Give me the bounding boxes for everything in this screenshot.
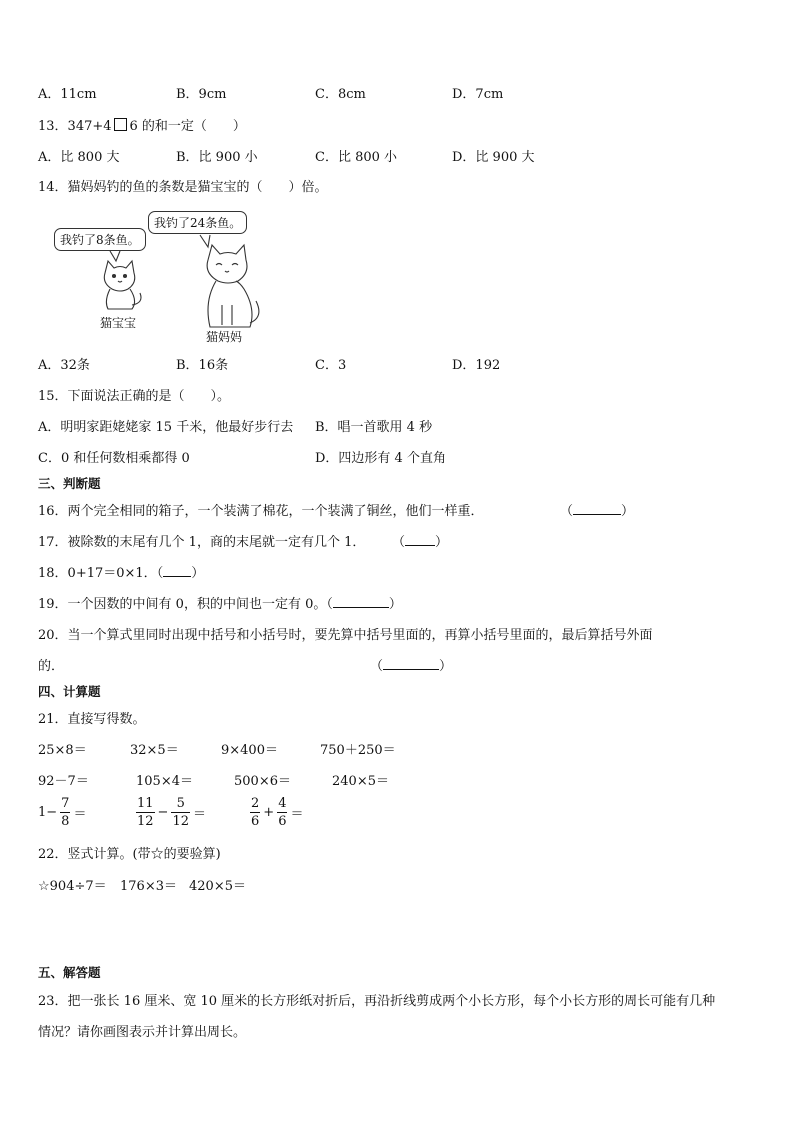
q22-item-1: ☆904÷7＝	[38, 879, 107, 894]
blank-line	[405, 534, 435, 546]
q21-r1-c3: 9×400＝	[221, 743, 278, 758]
equals-sign: ＝	[73, 807, 87, 822]
fraction	[277, 797, 287, 828]
q21-stem: 21．直接写得数。	[38, 712, 146, 727]
q20-answer-blank[interactable]	[370, 655, 452, 674]
numerator: 5	[171, 797, 190, 813]
q15-option-a: A．明明家距姥姥家 15 千米，他最好步行去	[38, 420, 294, 435]
cats-illustration	[50, 205, 260, 345]
q20-line1: 20．当一个算式里同时出现中括号和小括号时，要先算中括号里面的，再算小括号里面的，最后算括号外面	[38, 628, 653, 643]
paren-open: （	[156, 566, 164, 581]
q14-figure	[50, 205, 260, 345]
equals-sign: ＝	[193, 807, 207, 822]
minus-sign: −	[157, 805, 169, 820]
denominator: 8	[61, 814, 70, 829]
numerator: 7	[61, 796, 70, 811]
mother-speech-bubble: 我钓了24条鱼。	[148, 211, 247, 234]
paren-close: ）	[439, 659, 453, 674]
denominator: 6	[278, 814, 287, 829]
fraction	[136, 797, 155, 828]
section-title-judgment: 三、判断题	[38, 476, 101, 491]
denominator: 6	[251, 814, 260, 829]
fraction	[250, 797, 260, 828]
section-title-calculation: 四、计算题	[38, 684, 101, 699]
plus-sign: +	[263, 805, 275, 820]
fraction	[60, 797, 70, 828]
q12-option-a: A．11cm	[38, 87, 97, 102]
q14-option-d: D．192	[452, 358, 501, 373]
fraction	[171, 797, 190, 828]
q17-answer-blank[interactable]	[392, 531, 448, 550]
blank-line	[163, 565, 191, 577]
q23-line2: 情况？请你画图表示并计算出周长。	[38, 1025, 247, 1040]
q21-r1-c2: 32×5＝	[130, 743, 179, 758]
numerator: 4	[278, 796, 287, 811]
q22-item-3: 420×5＝	[189, 879, 246, 894]
blank-line	[573, 503, 621, 515]
paren-close: ）	[435, 535, 449, 550]
q16-answer-blank[interactable]	[560, 500, 634, 519]
q13-stem	[38, 115, 246, 134]
q21-r1-c1: 25×8＝	[38, 743, 87, 758]
q13-stem-after: 6 的和一定（ ）	[129, 119, 246, 134]
q14-option-a: A．32条	[38, 358, 90, 373]
blank-line	[383, 658, 439, 670]
q19-row	[38, 593, 402, 612]
q21-r2-c3: 500×6＝	[234, 774, 291, 789]
q21-frac-expr-3	[250, 797, 303, 828]
q14-option-c: C．3	[315, 358, 347, 373]
blank-line	[333, 596, 389, 608]
q20-line2: 的．	[38, 659, 65, 674]
mother-cat-label: 猫妈妈	[206, 330, 243, 344]
numerator: 11	[137, 796, 154, 811]
q12-option-d: D．7cm	[452, 87, 504, 102]
q15-option-b: B．唱一首歌用 4 秒	[315, 420, 433, 435]
paren-open: （	[326, 597, 333, 612]
q13-option-c: C．比 800 小	[315, 150, 398, 165]
q15-option-d: D．四边形有 4 个直角	[315, 451, 446, 466]
q22-stem: 22．竖式计算。(带☆的要验算)	[38, 847, 221, 862]
denominator: 12	[172, 814, 189, 829]
mother-cat-icon	[207, 245, 259, 327]
blank-box-icon	[114, 118, 127, 131]
q12-option-c: C．8cm	[315, 87, 366, 102]
q18-row	[38, 562, 204, 581]
q18-answer-blank[interactable]	[157, 566, 205, 581]
equals-sign: ＝	[290, 807, 304, 822]
frac-lead: 1−	[38, 805, 58, 820]
paren-open: （	[392, 535, 406, 550]
q15-option-c: C．0 和任何数相乘都得 0	[38, 451, 190, 466]
q21-frac-expr-2	[136, 797, 206, 828]
kitten-speech-bubble: 我钓了8条鱼。	[54, 228, 146, 251]
q21-r2-c2: 105×4＝	[136, 774, 193, 789]
q22-item-2: 176×3＝	[120, 879, 177, 894]
kitten-label: 猫宝宝	[100, 316, 137, 330]
q14-option-b: B．16条	[176, 358, 229, 373]
section-title-solution: 五、解答题	[38, 965, 101, 980]
q19-text: 19．一个因数的中间有 0，积的中间也一定有 0。	[38, 597, 327, 612]
paren-close: ）	[191, 566, 205, 581]
q13-option-a: A．比 800 大	[38, 150, 120, 165]
kitten-icon	[104, 261, 141, 309]
q21-r1-c4: 750＋250＝	[320, 743, 396, 758]
q14-stem: 14．猫妈妈钓的鱼的条数是猫宝宝的（ ）倍。	[38, 180, 328, 195]
q21-r2-c4: 240×5＝	[332, 774, 389, 789]
q21-r2-c1: 92－7＝	[38, 774, 89, 789]
q13-option-b: B．比 900 小	[176, 150, 258, 165]
q13-option-d: D．比 900 大	[452, 150, 535, 165]
q23-line1: 23．把一张长 16 厘米、宽 10 厘米的长方形纸对折后，再沿折线剪成两个小长方形，每个小长方形的周长可能有几种	[38, 994, 716, 1009]
q18-text: 18．0+17＝0×1．	[38, 566, 157, 581]
q16-text: 16．两个完全相同的箱子，一个装满了棉花，一个装满了铜丝，他们一样重．	[38, 504, 484, 519]
q12-option-b: B．9cm	[176, 87, 227, 102]
q19-answer-blank[interactable]	[326, 597, 402, 612]
q17-text: 17．被除数的末尾有几个 1，商的末尾就一定有几个 1．	[38, 535, 366, 550]
denominator: 12	[137, 814, 154, 829]
paren-close: ）	[388, 597, 402, 612]
q13-stem-text: 13．347+4	[38, 119, 112, 134]
paren-open: （	[560, 504, 574, 519]
q21-frac-expr-1	[38, 797, 86, 828]
paren-close: ）	[621, 504, 635, 519]
numerator: 2	[251, 796, 260, 811]
paren-open: （	[370, 659, 384, 674]
q15-stem: 15．下面说法正确的是（ ）。	[38, 389, 231, 404]
